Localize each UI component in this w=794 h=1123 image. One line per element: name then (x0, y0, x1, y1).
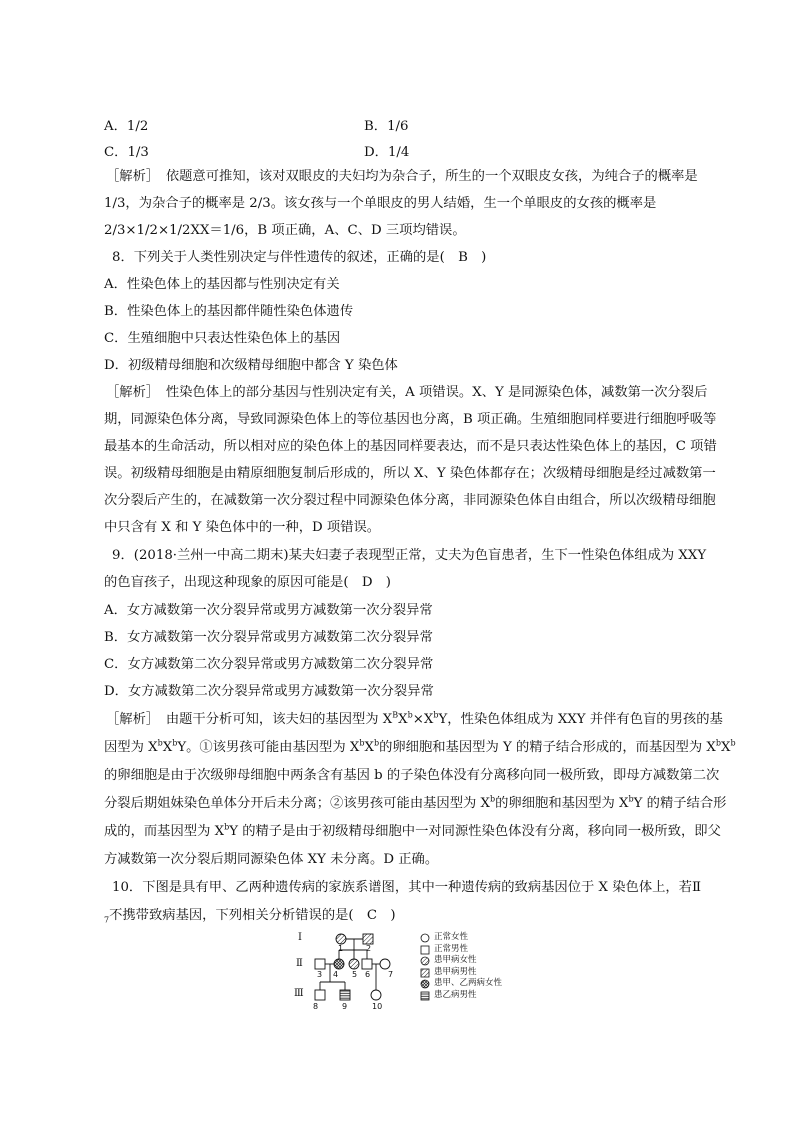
q9-option-a: A．女方减数第一次分裂异常或男方减数第一次分裂异常 (104, 603, 433, 618)
q9-stem-line-2: 的色盲孩子，出现这种现象的原因可能是( D ) (104, 575, 391, 590)
generation-label-1: Ⅰ (298, 932, 302, 943)
q10-stem-line-2: $_7$不携带致病基因，下列相关分析错误的是( C ) (104, 908, 396, 925)
legend-normal-male: 正常男性 (420, 944, 502, 956)
number-6: 6 (365, 970, 371, 979)
individual-4 (334, 959, 344, 969)
q8-option-a: A．性染色体上的基因都与性别决定有关 (104, 277, 340, 292)
q7-option-c: C．1/3 (104, 145, 149, 160)
individual-3 (315, 959, 325, 969)
legend-affected-a-female: 患甲病女性 (420, 955, 502, 967)
q9-analysis-line-1: ［解析］ 由题干分析可知，该夫妇的基因型为 $X^BX^b\times X^bY$，性染色体组成为 XXY 并伴有色盲的男孩的基 (106, 710, 723, 727)
q7-analysis-line-1: ［解析］ 依题意可推知，该对双眼皮的夫妇均为杂合子，所生的一个双眼皮女孩，为纯合子的概率是 (106, 169, 698, 184)
q7-option-b: B．1/6 (364, 119, 409, 134)
number-10: 10 (372, 1002, 383, 1011)
pedigree-legend (420, 932, 502, 1002)
q9-analysis-line-5: 成的，而基因型为 $X^bY$ 的精子是由于初级精母细胞中一对同源性染色体没有分离，移向同一极所致，即父 (104, 822, 721, 839)
individual-1 (336, 934, 346, 944)
q9-analysis-line-3: 的卵细胞是由于次级卵母细胞中两条含有基因 b 的子染色体没有分离移向同一极所致，即母方减数第二次 (104, 768, 720, 783)
number-4: 4 (333, 970, 339, 979)
square-striped-icon (420, 991, 430, 1001)
q7-analysis-line-3: 2/3×1/2×1/2XX＝1/6，B 项正确，A、C、D 三项均错误。 (104, 223, 466, 238)
q9-analysis-line-4: 分裂后期姐妹染色单体分开后未分离；②该男孩可能由基因型为 $X^b$的卵细胞和基因型为 $X^bY$ 的精子结合形 (104, 794, 727, 811)
legend-affected-a-male: 患甲病男性 (420, 967, 502, 979)
number-2: 2 (366, 944, 372, 953)
individual-9 (340, 990, 350, 1000)
individual-6 (362, 959, 372, 969)
q8-analysis-line-2: 期，同源染色体分离，导致同源染色体上的等位基因也分离，B 项正确。生殖细胞同样要进行细胞呼吸等 (104, 412, 717, 427)
q9-option-b: B．女方减数第一次分裂异常或男方减数第二次分裂异常 (104, 630, 433, 645)
q8-analysis-line-4: 误。初级精母细胞是由精原细胞复制后形成的，所以 X、Y 染色体都存在；次级精母细胞是经过减数第一 (104, 466, 716, 481)
number-1: 1 (338, 944, 344, 953)
circle-open-icon (420, 933, 430, 943)
number-5: 5 (352, 970, 358, 979)
number-3: 3 (317, 970, 323, 979)
number-7: 7 (388, 970, 394, 979)
legend-affected-both-female: 患甲、乙两病女性 (420, 978, 502, 990)
q8-stem: 8．下列关于人类性别决定与伴性遗传的叙述，正确的是( B ) (112, 250, 487, 265)
square-open-icon (420, 945, 430, 955)
q9-option-d: D．女方减数第二次分裂异常或男方减数第一次分裂异常 (104, 684, 434, 699)
q7-option-d: D．1/4 (364, 145, 410, 160)
q10-stem-line-1: 10．下图是具有甲、乙两种遗传病的家族系谱图，其中一种遗传病的致病基因位于 X 染色体上，若Ⅱ (112, 880, 702, 895)
square-hatched-icon (420, 968, 430, 978)
q9-analysis-line-2: 因型为 $X^bX^bY$。①该男孩可能由基因型为 $X^bX^b$的卵细胞和基因型为 Y 的精子结合形成的，而基因型为 $X^bX^b$ (104, 738, 736, 755)
individual-7 (380, 959, 390, 969)
q9-option-c: C．女方减数第二次分裂异常或男方减数第二次分裂异常 (104, 657, 434, 672)
q7-analysis-line-2: 1/3，为杂合子的概率是 2/3。该女孩与一个单眼皮的男人结婚，生一个单眼皮的女孩的概率是 (104, 196, 657, 211)
individual-5 (349, 959, 359, 969)
individual-8 (315, 990, 325, 1000)
number-9: 9 (342, 1002, 348, 1011)
circle-hatched-icon (420, 956, 430, 966)
individual-2 (363, 934, 373, 944)
number-8: 8 (313, 1002, 319, 1011)
q8-analysis-line-3: 最基本的生命活动，所以相对应的染色体上的基因同样要表达，而不是只表达性染色体上的基因，C 项错 (104, 439, 717, 454)
q7-options-row-2 (104, 141, 714, 161)
q9-stem-line-1: 9．(2018·兰州一中高二期末)某夫妇妻子表现型正常，丈夫为色盲患者，生下一性染色体组成为 XXY (112, 548, 707, 563)
generation-label-3: Ⅲ (294, 988, 304, 999)
q7-option-a: A．1/2 (104, 119, 149, 134)
generation-label-2: Ⅱ (296, 958, 303, 969)
individual-10 (371, 990, 381, 1000)
q8-option-b: B．性染色体上的基因都伴随性染色体遗传 (104, 304, 354, 319)
circle-cross-icon (420, 979, 430, 989)
q8-analysis-line-6: 中只含有 X 和 Y 染色体中的一种，D 项错误。 (104, 520, 381, 535)
legend-affected-b-male: 患乙病男性 (420, 990, 502, 1002)
q7-options-row-1 (104, 115, 714, 135)
q8-option-c: C．生殖细胞中只表达性染色体上的基因 (104, 331, 341, 346)
q8-analysis-line-1: ［解析］ 性染色体上的部分基因与性别决定有关，A 项错误。X、Y 是同源染色体，减数第一次分裂后 (106, 385, 708, 400)
q8-analysis-line-5: 次分裂后产生的，在减数第一次分裂过程中同源染色体分离，非同源染色体自由组合，所以次级精母细胞 (104, 493, 716, 508)
q8-option-d: D．初级精母细胞和次级精母细胞中都含 Y 染色体 (104, 358, 398, 373)
legend-normal-female: 正常女性 (420, 932, 502, 944)
q9-analysis-line-6: 方减数第一次分裂后期同源染色体 XY 未分离。D 正确。 (104, 852, 439, 867)
